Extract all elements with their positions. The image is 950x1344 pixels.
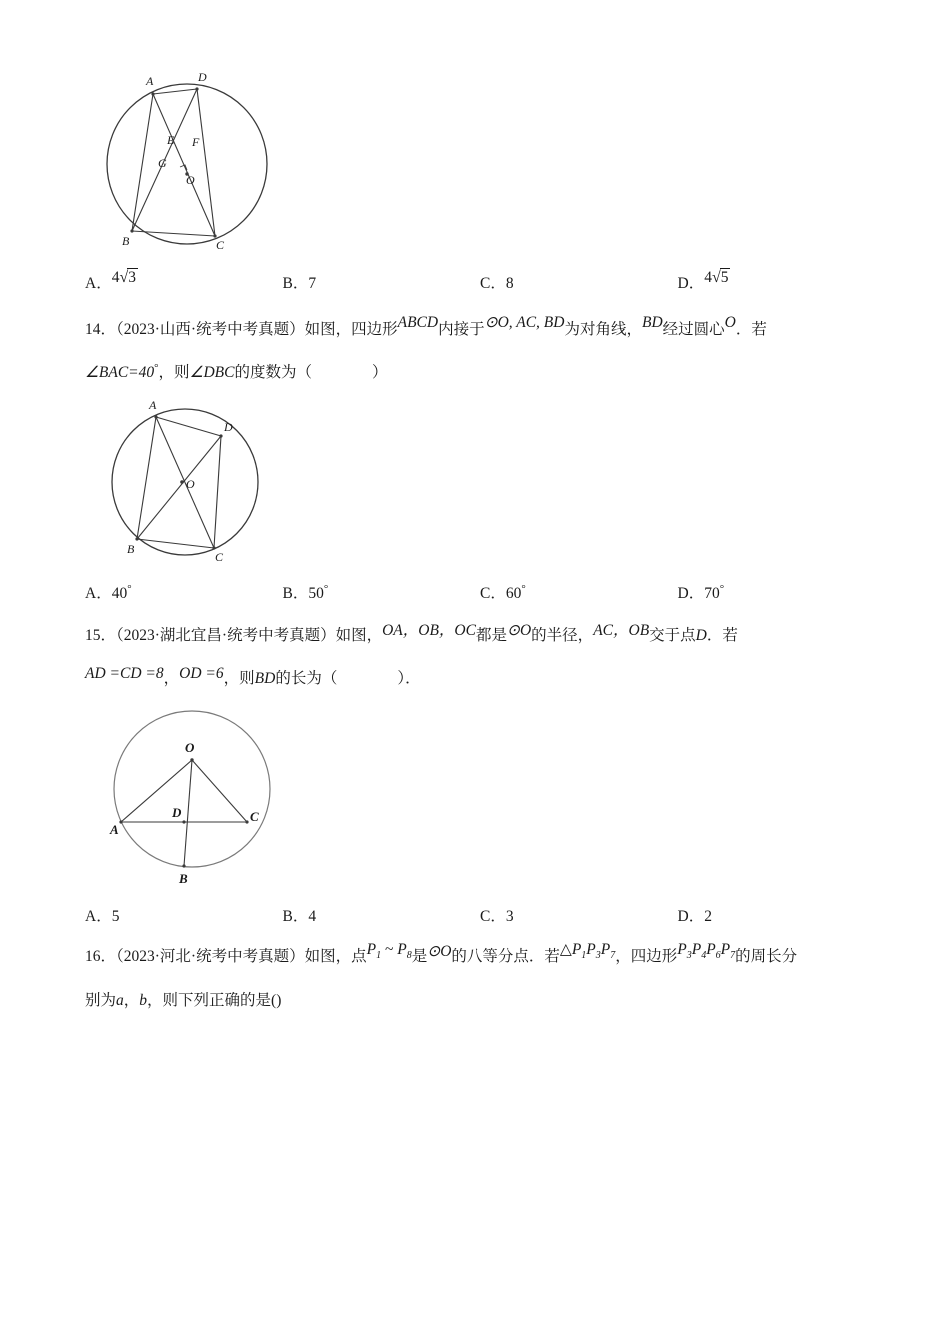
q14-line2-math-2: ∠DBC [189,364,235,382]
q14-options [85,581,875,603]
q13-option-d[interactable] [678,271,876,293]
q15-line2-text-4: ）． [397,670,421,688]
q15-option-c-value: 3 [505,907,514,925]
q15-text-4: 交于点 [649,627,696,645]
q15-figure [85,704,875,894]
q15-line-1 [85,621,875,650]
svg-text:O: O [186,477,195,492]
q16-source: （2023·河北·统考中考真题） [116,947,305,965]
q14-option-c-label: C． [480,585,506,603]
q14-math-4: O [724,314,736,331]
q15-line2-text-3: 的长为（ [275,670,338,688]
q14-math-1: ABCD [397,314,439,331]
q14-math-2: ⊙O, AC, BD [484,314,565,331]
q14-number: 14． [85,321,117,338]
q14-option-a-deg: ° [127,582,132,595]
svg-text:O: O [185,739,195,755]
q15-option-d-label: D． [677,907,705,925]
q15-line-2 [85,664,875,693]
q15-math-3: AC，OB [593,622,650,640]
q15-figure-svg [85,704,345,894]
q13-option-c-value: 8 [505,275,514,292]
q15-option-a[interactable] [85,904,283,926]
q13-option-c[interactable] [480,271,678,293]
svg-text:D: D [224,420,233,435]
q16-line2-math-1: a [116,992,124,1009]
svg-text:C: C [215,550,224,565]
q14-option-a-value: 40 [111,585,128,603]
q15-option-c-label: C． [480,907,506,925]
q13-option-a-label: A． [85,275,112,292]
q16-line2-text-4: ) [276,992,282,1009]
q16-math-4: $P_3P_4P_6P_7$ [677,940,736,961]
q14-option-b-deg: ° [323,582,329,595]
q15-line2-math-1: AD =CD =8 [85,665,164,683]
q16-text-5: 的周长分 [735,947,798,965]
q15-number: 15． [85,627,117,645]
svg-text:B: B [127,542,135,557]
q14-line2-text-2: 的度数为（ [234,364,312,382]
q15-text-1: 如图， [335,627,383,645]
q15-text-5: ．若 [706,627,738,645]
q13-options [85,271,875,293]
q14-text-5: ．若 [735,321,767,338]
q16-line-2 [85,986,875,1015]
q15-line2-text-2: ，则 [223,670,255,688]
q14-text-3: 为对角线， [564,321,642,338]
svg-text:C: C [216,238,225,252]
q13-option-a-value: 4√3 [111,269,136,286]
q14-option-c[interactable] [480,581,678,603]
q14-option-c-deg: ° [521,582,526,595]
q15-option-a-label: A． [85,907,112,925]
q16-line-1 [85,942,875,972]
q14-text-2: 内接于 [438,321,485,338]
q13-option-c-label: C． [480,275,506,292]
svg-text:C: C [250,808,259,824]
q13-option-b[interactable] [283,271,481,293]
q14-text-4: 经过圆心 [662,321,725,338]
q13-option-b-value: 7 [308,275,317,292]
q13-option-b-label: B． [282,275,309,292]
q15-option-b-label: B． [282,907,309,925]
q16-text-4: ，四边形 [615,947,678,965]
q16-line2-text-1: 别为 [85,992,117,1009]
q14-option-d[interactable] [678,581,876,603]
q13-option-d-label: D． [677,275,705,292]
q16-line2-text-2: ， [123,992,140,1009]
q14-option-a[interactable] [85,581,283,603]
page-content [85,60,875,1017]
question-16 [85,942,875,1016]
q14-option-b-label: B． [282,585,309,603]
q15-option-b[interactable] [283,904,481,926]
q14-figure [85,396,875,571]
svg-text:E: E [167,133,175,147]
q15-math-1: OA，OB，OC [382,622,476,640]
q13-figure-svg [85,66,335,261]
svg-text:G: G [158,156,167,170]
q15-line2-math-2: OD =6 [179,665,224,683]
q14-line-2 [85,358,875,388]
svg-text:B: B [122,234,130,248]
q16-line2-text-3: ，则下列正确的是( [147,992,277,1009]
q14-text-1: 如图，四边形 [304,321,398,338]
q15-line2-math-3: BD [254,670,276,688]
q14-line2-deg-1: ° [154,362,159,375]
q14-math-3: BD [641,314,663,331]
q16-text-2: 是 [411,947,428,965]
svg-text:B: B [179,870,188,886]
q16-text-1: 如图，点 [304,947,367,965]
q15-math-2: ⊙O [506,622,532,640]
q15-math-4: D [695,627,707,645]
q15-source: （2023·湖北宜昌·统考中考真题） [116,627,336,645]
svg-text:A: A [149,398,157,413]
q14-figure-svg [85,396,335,571]
q14-line2-text-1: ，则 [158,364,190,382]
svg-text:D: D [198,70,207,84]
q16-text-3: 的八等分点．若 [451,947,560,965]
svg-text:A: A [110,821,119,837]
svg-text:D: D [172,804,182,820]
q13-option-d-value: 4√5 [704,269,729,286]
q15-option-d-value: 2 [704,907,712,925]
q15-option-d[interactable] [678,904,876,926]
q14-option-b[interactable] [283,581,481,603]
q15-line2-text-1: ， [163,670,180,688]
q14-option-d-deg: ° [719,582,725,595]
q15-option-a-value: 5 [111,907,120,925]
q14-option-b-value: 50 [308,585,324,603]
q15-text-2: 都是 [475,627,507,645]
q16-math-2: ⊙O [427,942,452,960]
question-14 [85,315,875,603]
q14-option-d-value: 70 [704,585,720,603]
q14-option-d-label: D． [677,585,705,603]
svg-text:F: F [192,135,200,149]
question-15 [85,621,875,926]
q15-text-3: 的半径， [531,627,594,645]
q13-figure [85,66,875,261]
q14-source: （2023·山西·统考中考真题） [116,321,305,338]
q16-number: 16． [85,947,117,965]
q14-option-c-value: 60 [505,585,522,603]
q13-option-a[interactable] [85,271,283,293]
svg-text:O: O [186,173,195,187]
q15-option-b-value: 4 [308,907,317,925]
q15-options [85,904,875,926]
q14-line2-text-3: ） [371,364,388,382]
q14-line-1 [85,315,875,344]
svg-text:A: A [146,74,154,88]
q16-line2-math-2: b [139,992,148,1009]
q16-math-3: $\triangle P_1P_3P_7$ [559,940,616,961]
q16-math-1: $P_1$ ~ $P_8$ [366,940,412,961]
q14-option-a-label: A． [85,585,112,603]
q15-option-c[interactable] [480,904,678,926]
q14-line2-math-1: ∠BAC=40 [85,364,155,382]
